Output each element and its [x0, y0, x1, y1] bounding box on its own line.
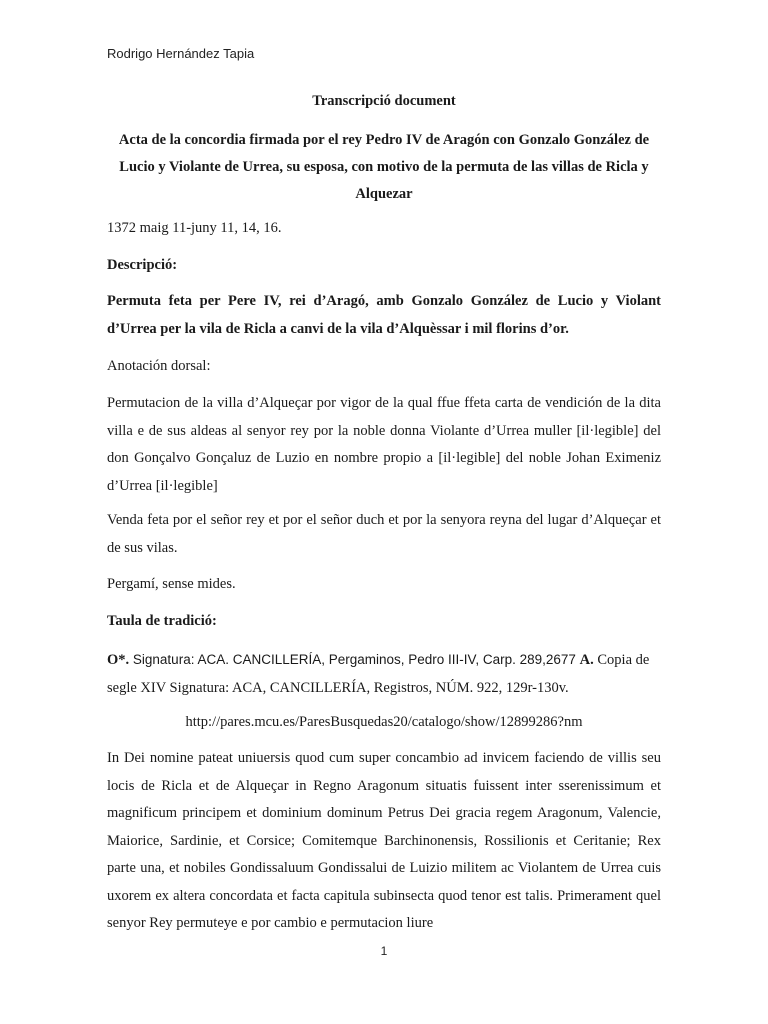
- description-label: Descripció:: [107, 257, 178, 273]
- signature-a: Copia de segle XIV Signatura: ACA, CANCILLERÍA, Registros, NÚM. 922, 129r-130v.: [107, 652, 650, 696]
- description-text: Permuta feta per Pere IV, rei d’Aragó, amb Gonzalo González de Lucio y Violant d’Urrea per la vila de Ricla a canvi de la vila d’Alquèssar i mil florins d’or.: [107, 293, 661, 337]
- latin-transcription: In Dei nomine pateat uniuersis quod cum super concambio ad invicem faciendo de villis seu locis de Ricla et de Alqueçar in Regno Aragonum situatis fuissent inter sserenissimum et magnificum principem et dominium dominum Petrus Dei gracia regem Aragonum, Valencie, Maiorice, Sardinie, et Corsice; Comitemque Barchinonensis, Rossilionis et Ceritanie; Rex parte una, et nobiles Gondissaluum Gondissalui de Luizio militem ac Violantem de Urrea cuis uxorem ex altera concordata et facta capitula subinsecta quod tenor est talis. Primerament quel senyor Rey permuteye e por cambio e permutacion liure: [107, 750, 661, 931]
- tradition-label: Taula de tradició:: [107, 613, 217, 629]
- document-date: 1372 maig 11-juny 11, 14, 16.: [107, 220, 282, 236]
- dorsal-label: Anotación dorsal:: [107, 358, 211, 374]
- signature-o: Signatura: ACA. CANCILLERÍA, Pergaminos, Pedro III-IV, Carp. 289,2677: [129, 652, 580, 667]
- dorsal-text-1: Permutacion de la villa d’Alqueçar por vigor de la qual ffue ffeta carta de vendición de la dita villa e de sus aldeas al senyor rey por la noble donna Violante d’Urrea muller [il·legible] del don Gonçalvo Gonçaluz de Luzio en nombre propio a [il·legible] del noble Johan Eximeniz d’Urrea [il·legible]: [107, 395, 661, 494]
- siglum-a: A.: [579, 652, 594, 668]
- dorsal-text-2: Venda feta por el señor rey et por el señor duch et por la senyora reyna del lugar d’Alqueçar et de sus vilas.: [107, 512, 661, 556]
- source-url[interactable]: http://pares.mcu.es/ParesBusquedas20/catalogo/show/12899286?nm: [185, 714, 583, 730]
- tradition-table: [107, 646, 661, 702]
- document-heading: Acta de la concordia firmada por el rey Pedro IV de Aragón con Gonzalo González de Lucio y Violante de Urrea, su esposa, con motivo de la permuta de las villas de Ricla y Alquezar: [118, 132, 650, 202]
- section-title: Transcripció document: [312, 93, 456, 109]
- siglum-o: O*.: [107, 652, 130, 668]
- page-number: 1: [380, 944, 388, 958]
- running-header-author: Rodrigo Hernández Tapia: [107, 46, 255, 61]
- material-note: Pergamí, sense mides.: [107, 576, 236, 592]
